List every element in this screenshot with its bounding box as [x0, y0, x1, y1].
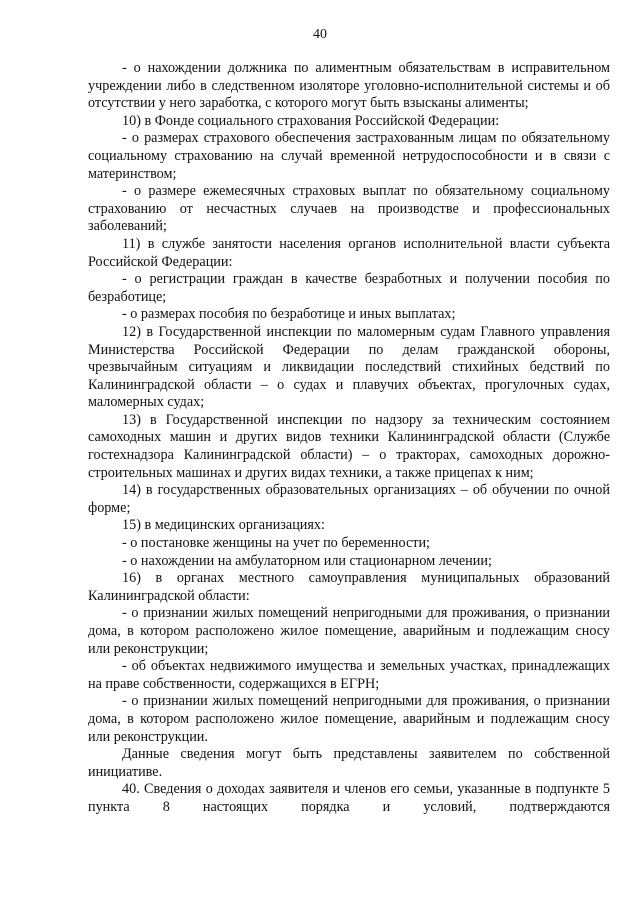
- paragraph: - о регистрации граждан в качестве безработных и получении пособия по безработице;: [88, 271, 610, 305]
- paragraph: - о размерах страхового обеспечения застрахованным лицам по обязательному социальному страхованию на случай временной нетрудоспособности и в связи с материнством;: [88, 130, 610, 182]
- paragraph: 14) в государственных образовательных организациях – об обучении по очной форме;: [88, 482, 610, 516]
- paragraph: 13) в Государственной инспекции по надзору за техническим состоянием самоходных машин и других видов техники Калининградской области (Службе гостехнадзора Калининградской области) – о тракторах, самоходных дорожно-строительных машинах и других видах техники, а также прицепах к ним;: [88, 411, 610, 481]
- paragraph: - о постановке женщины на учет по беременности;: [122, 535, 430, 552]
- paragraph: - о размерах пособия по безработице и иных выплатах;: [122, 306, 456, 323]
- page-number: 40: [313, 27, 327, 42]
- paragraph: 15) в медицинских организациях:: [122, 517, 325, 534]
- paragraph: - о признании жилых помещений непригодными для проживания, о признании дома, в котором расположено жилое помещение, аварийным и подлежащим сносу или реконструкции.: [88, 693, 610, 745]
- paragraph: - об объектах недвижимого имущества и земельных участках, принадлежащих на праве собственности, содержащихся в ЕГРН;: [88, 658, 610, 692]
- document-body: [88, 60, 610, 817]
- paragraph: - о нахождении должника по алиментным обязательствам в исправительном учреждении либо в следственном изоляторе уголовно-исполнительной системы и об отсутствии у него заработка, с которого могут быть взысканы алименты;: [88, 60, 610, 112]
- paragraph: - о размере ежемесячных страховых выплат по обязательному социальному страхованию от несчастных случаев на производстве и профессиональных заболеваний;: [88, 183, 610, 235]
- paragraph: - о нахождении на амбулаторном или стационарном лечении;: [122, 552, 492, 569]
- paragraph: 11) в службе занятости населения органов исполнительной власти субъекта Российской Федерации:: [88, 235, 610, 270]
- paragraph: - о признании жилых помещений непригодными для проживания, о признании дома, в котором расположено жилое помещение, аварийным и подлежащим сносу или реконструкции;: [88, 605, 610, 657]
- paragraph-continued: 40. Сведения о доходах заявителя и членов его семьи, указанные в подпункте 5 пункта 8 настоящих порядка и условий, подтверждаются: [88, 781, 610, 815]
- paragraph: 16) в органах местного самоуправления муниципальных образований Калининградской области:: [88, 570, 610, 604]
- paragraph: 10) в Фонде социального страхования Российской Федерации:: [122, 112, 500, 129]
- paragraph: 12) в Государственной инспекции по маломерным судам Главного управления Министерства Российской Федерации по делам гражданской обороны, чрезвычайным ситуациям и ликвидации последствий стихийных бедствий по Калининградской области – о судах и плавучих объектах, прогулочных судах, маломерных судах;: [88, 323, 610, 411]
- paragraph: Данные сведения могут быть представлены заявителем по собственной инициативе.: [88, 746, 610, 780]
